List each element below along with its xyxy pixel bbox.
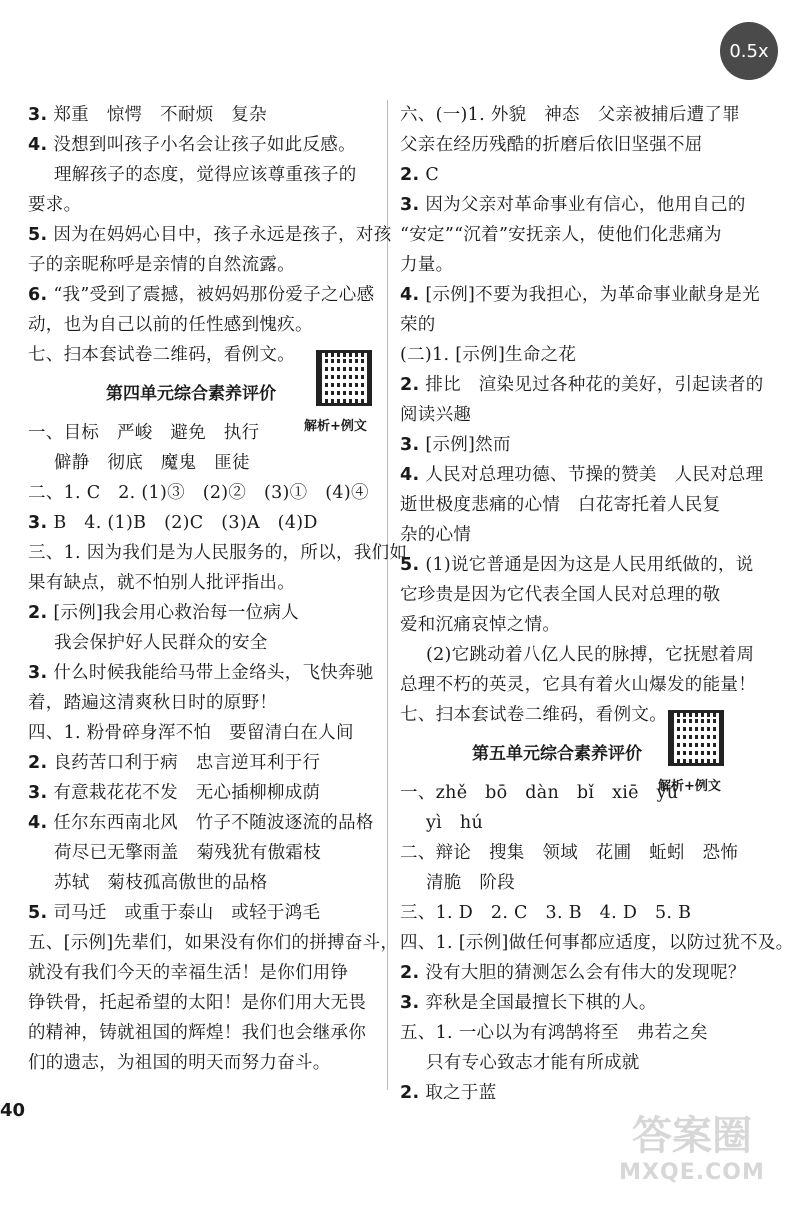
answer-line	[400, 160, 772, 190]
answer-line	[400, 1078, 772, 1108]
answer-text: 清脆 阶段	[426, 873, 515, 893]
answer-line	[400, 340, 772, 370]
answer-line	[400, 640, 772, 670]
question-number: 3.	[28, 105, 48, 125]
answer-text: 僻静 彻底 魔鬼 匪徒	[54, 453, 250, 473]
watermark-logo	[602, 1112, 782, 1192]
left-answers-part-a	[28, 100, 392, 370]
answer-text: 二、1. C 2. (1)③ (2)② (3)① (4)④	[28, 483, 369, 503]
question-number: 5.	[28, 903, 48, 923]
answer-line	[28, 160, 378, 190]
answer-text: 动，也为自己以前的任性感到愧疚。	[28, 315, 313, 335]
answer-line	[28, 868, 378, 898]
answer-text: 什么时候我能给马带上金络头，飞快奔驰	[53, 663, 374, 683]
answer-text: 六、(一)1. 外貌 神态 父亲被捕后遭了罪	[400, 105, 741, 125]
answer-text: “我”受到了震撼，被妈妈那份爱子之心感	[53, 285, 375, 305]
answer-line	[28, 130, 378, 160]
question-number: 3.	[400, 195, 420, 215]
answer-line	[28, 628, 378, 658]
answer-line	[28, 250, 378, 280]
answer-text: 我会保护好人民群众的安全	[54, 633, 268, 653]
answer-line	[28, 748, 378, 778]
answer-text: 良药苦口利于病 忠言逆耳利于行	[53, 753, 321, 773]
answer-line	[28, 448, 378, 478]
answer-line	[400, 280, 772, 310]
answer-line	[400, 400, 772, 430]
unit-5-title: 第五单元综合素养评价	[472, 744, 642, 764]
page-number: 40	[0, 1100, 26, 1121]
answer-line	[400, 550, 772, 580]
answer-text: 苏轼 菊枝孤高傲世的品格	[54, 873, 268, 893]
answer-text: 五、1. 一心以为有鸿鹄将至 弗若之矣	[400, 1023, 708, 1043]
unit-5-qr-code-icon[interactable]	[668, 710, 724, 766]
answer-line	[400, 490, 772, 520]
question-number: 6.	[28, 285, 48, 305]
answer-line	[400, 610, 772, 640]
answer-text: 司马迁 或重于泰山 或轻于鸿毛	[53, 903, 321, 923]
question-number: 2.	[28, 753, 48, 773]
answer-text: 只有专心致志才能有所成就	[426, 1053, 640, 1073]
unit-4-qr-label: 解析+例文	[304, 419, 367, 434]
answer-line	[28, 310, 378, 340]
answer-text: (1)说它普通是因为这是人民用纸做的，说	[425, 555, 754, 575]
answer-text: 七、扫本套试卷二维码，看例文。	[400, 705, 667, 725]
answer-text: [示例]然而	[425, 435, 511, 455]
answer-text: 因为在妈妈心目中，孩子永远是孩子，对孩	[53, 225, 392, 245]
answer-text: “安定”“沉着”安抚亲人，使他们化悲痛为	[400, 225, 722, 245]
question-number: 2.	[400, 1083, 420, 1103]
answer-line	[400, 580, 772, 610]
answer-text: 就没有我们今天的幸福生活！是你们用铮	[28, 963, 349, 983]
answer-text: 铮铁骨，托起希望的太阳！是你们用大无畏	[28, 993, 367, 1013]
answer-text: 没想到叫孩子小名会让孩子如此反感。	[53, 135, 356, 155]
answer-text: 一、zhě bō dàn bǐ xiē yú	[400, 783, 679, 803]
answer-line	[28, 190, 378, 220]
question-number: 2.	[400, 963, 420, 983]
question-number: 3.	[400, 993, 420, 1013]
answer-line	[400, 1048, 772, 1078]
question-number: 2.	[400, 375, 420, 395]
answer-line	[28, 478, 378, 508]
answer-line	[400, 670, 772, 700]
question-number: 4.	[28, 135, 48, 155]
answer-line	[28, 778, 378, 808]
answer-line	[28, 958, 378, 988]
answer-line	[28, 718, 378, 748]
answer-text: 要求。	[28, 195, 82, 215]
answer-text: 四、1. [示例]做任何事都应适度，以防过犹不及。	[400, 933, 794, 953]
question-number: 4.	[400, 465, 420, 485]
answer-text: 的精神，铸就祖国的辉煌！我们也会继承你	[28, 1023, 367, 1043]
answer-line	[28, 898, 378, 928]
zoom-level-badge[interactable]	[720, 22, 778, 80]
unit-4-title: 第四单元综合素养评价	[106, 384, 276, 404]
question-number: 2.	[400, 165, 420, 185]
answer-text: 任尔东西南北风 竹子不随波逐流的品格	[53, 813, 374, 833]
answer-text: 荷尽已无擎雨盖 菊残犹有傲霜枝	[54, 843, 321, 863]
question-number: 3.	[400, 435, 420, 455]
right-answers-part-a	[400, 100, 772, 730]
question-number: 3.	[28, 513, 48, 533]
answer-text: [示例]不要为我担心，为革命事业献身是光	[425, 285, 760, 305]
answer-line	[28, 508, 378, 538]
question-number: 5.	[28, 225, 48, 245]
answer-text: 荣的	[400, 315, 436, 335]
question-number: 2.	[28, 603, 48, 623]
zoom-level-text: 0.5x	[729, 40, 769, 62]
answer-line	[28, 1018, 378, 1048]
answer-text: 逝世极度悲痛的心情 白花寄托着人民复	[400, 495, 721, 515]
answer-line	[28, 1048, 378, 1078]
answer-line	[400, 220, 772, 250]
answer-line	[28, 688, 378, 718]
answer-line	[400, 928, 794, 958]
question-number: 5.	[400, 555, 420, 575]
watermark-line-1: 答案圈	[632, 1113, 752, 1159]
answer-text: 力量。	[400, 255, 454, 275]
answer-text: yì hú	[426, 813, 484, 833]
answer-line	[400, 1018, 772, 1048]
answer-text: 七、扫本套试卷二维码，看例文。	[28, 345, 295, 365]
right-column	[400, 100, 794, 1108]
answer-text: C	[425, 165, 440, 185]
answer-line	[28, 808, 378, 838]
answer-line	[28, 838, 378, 868]
answer-text: 三、1. D 2. C 3. B 4. D 5. B	[400, 903, 692, 923]
answer-text: 理解孩子的态度，觉得应该尊重孩子的	[54, 165, 357, 185]
answer-line	[400, 370, 772, 400]
answer-line	[28, 598, 378, 628]
answer-line	[400, 460, 772, 490]
answer-line	[400, 520, 772, 550]
right-answers-part-b	[400, 778, 794, 1108]
answer-text: 果有缺点，就不怕别人批评指出。	[28, 573, 295, 593]
answer-text: 爱和沉痛哀悼之情。	[400, 615, 561, 635]
answer-line	[400, 898, 772, 928]
answer-text: 四、1. 粉骨碎身浑不怕 要留清白在人间	[28, 723, 354, 743]
unit-5-qr-label: 解析+例文	[658, 779, 721, 794]
answer-text: 三、1. 因为我们是为人民服务的，所以，我们如	[28, 543, 408, 563]
answer-line	[28, 988, 378, 1018]
answer-line	[400, 958, 772, 988]
answer-line	[400, 808, 772, 838]
answer-line	[400, 310, 772, 340]
answer-line	[400, 868, 772, 898]
answer-text: 人民对总理功德、节操的赞美 人民对总理	[425, 465, 764, 485]
question-number: 3.	[28, 783, 48, 803]
answer-text: (二)1. [示例]生命之花	[400, 345, 577, 365]
answer-line	[400, 250, 772, 280]
left-column	[28, 100, 408, 1078]
answer-text: 着，踏遍这清爽秋日时的原野！	[28, 693, 278, 713]
answer-text: 因为父亲对革命事业有信心，他用自己的	[425, 195, 746, 215]
answer-text: 排比 渲染见过各种花的美好，引起读者的	[425, 375, 764, 395]
answer-line	[400, 988, 772, 1018]
question-number: 4.	[28, 813, 48, 833]
answer-text: 一、目标 严峻 避免 执行	[28, 423, 260, 443]
answer-line	[28, 538, 408, 568]
answer-text: 弈秋是全国最擅长下棋的人。	[425, 993, 657, 1013]
answer-text: 杂的心情	[400, 525, 472, 545]
answer-line	[400, 100, 772, 130]
answer-text: 父亲在经历残酷的折磨后依旧坚强不屈	[400, 135, 703, 155]
answer-text: 取之于蓝	[425, 1083, 497, 1103]
answer-text: 它珍贵是因为它代表全国人民对总理的敬	[400, 585, 721, 605]
question-number: 4.	[400, 285, 420, 305]
answer-text: 有意栽花花不发 无心插柳柳成荫	[53, 783, 321, 803]
answer-text: 子的亲昵称呼是亲情的自然流露。	[28, 255, 295, 275]
answer-text: 郑重 惊愕 不耐烦 复杂	[53, 105, 267, 125]
unit-4-qr-code-icon[interactable]	[316, 350, 372, 406]
answer-line	[28, 568, 378, 598]
answer-text: 五、[示例]先辈们，如果没有你们的拼搏奋斗，	[28, 933, 399, 953]
left-answers-part-b	[28, 418, 408, 1078]
answer-text: 没有大胆的猜测怎么会有伟大的发现呢？	[425, 963, 746, 983]
answer-text: B 4. (1)B (2)C (3)A (4)D	[53, 513, 318, 533]
answer-line	[400, 130, 772, 160]
answer-text: 二、辩论 搜集 领域 花圃 蚯蚓 恐怖	[400, 843, 739, 863]
answer-text: 总理不朽的英灵，它具有着火山爆发的能量！	[400, 675, 756, 695]
answer-line	[28, 280, 378, 310]
answer-line	[400, 430, 772, 460]
answer-text: 们的遗志，为祖国的明天而努力奋斗。	[28, 1053, 331, 1073]
answer-text: 阅读兴趣	[400, 405, 472, 425]
answer-line	[28, 100, 378, 130]
answer-line	[28, 658, 378, 688]
answer-line	[400, 838, 772, 868]
answer-text: (2)它跳动着八亿人民的脉搏，它抚慰着周	[426, 645, 755, 665]
answer-line	[400, 190, 772, 220]
watermark-line-2: MXQE.COM	[619, 1160, 765, 1185]
answer-text: [示例]我会用心救治每一位病人	[53, 603, 299, 623]
answer-line	[28, 928, 399, 958]
answer-line	[28, 220, 392, 250]
question-number: 3.	[28, 663, 48, 683]
